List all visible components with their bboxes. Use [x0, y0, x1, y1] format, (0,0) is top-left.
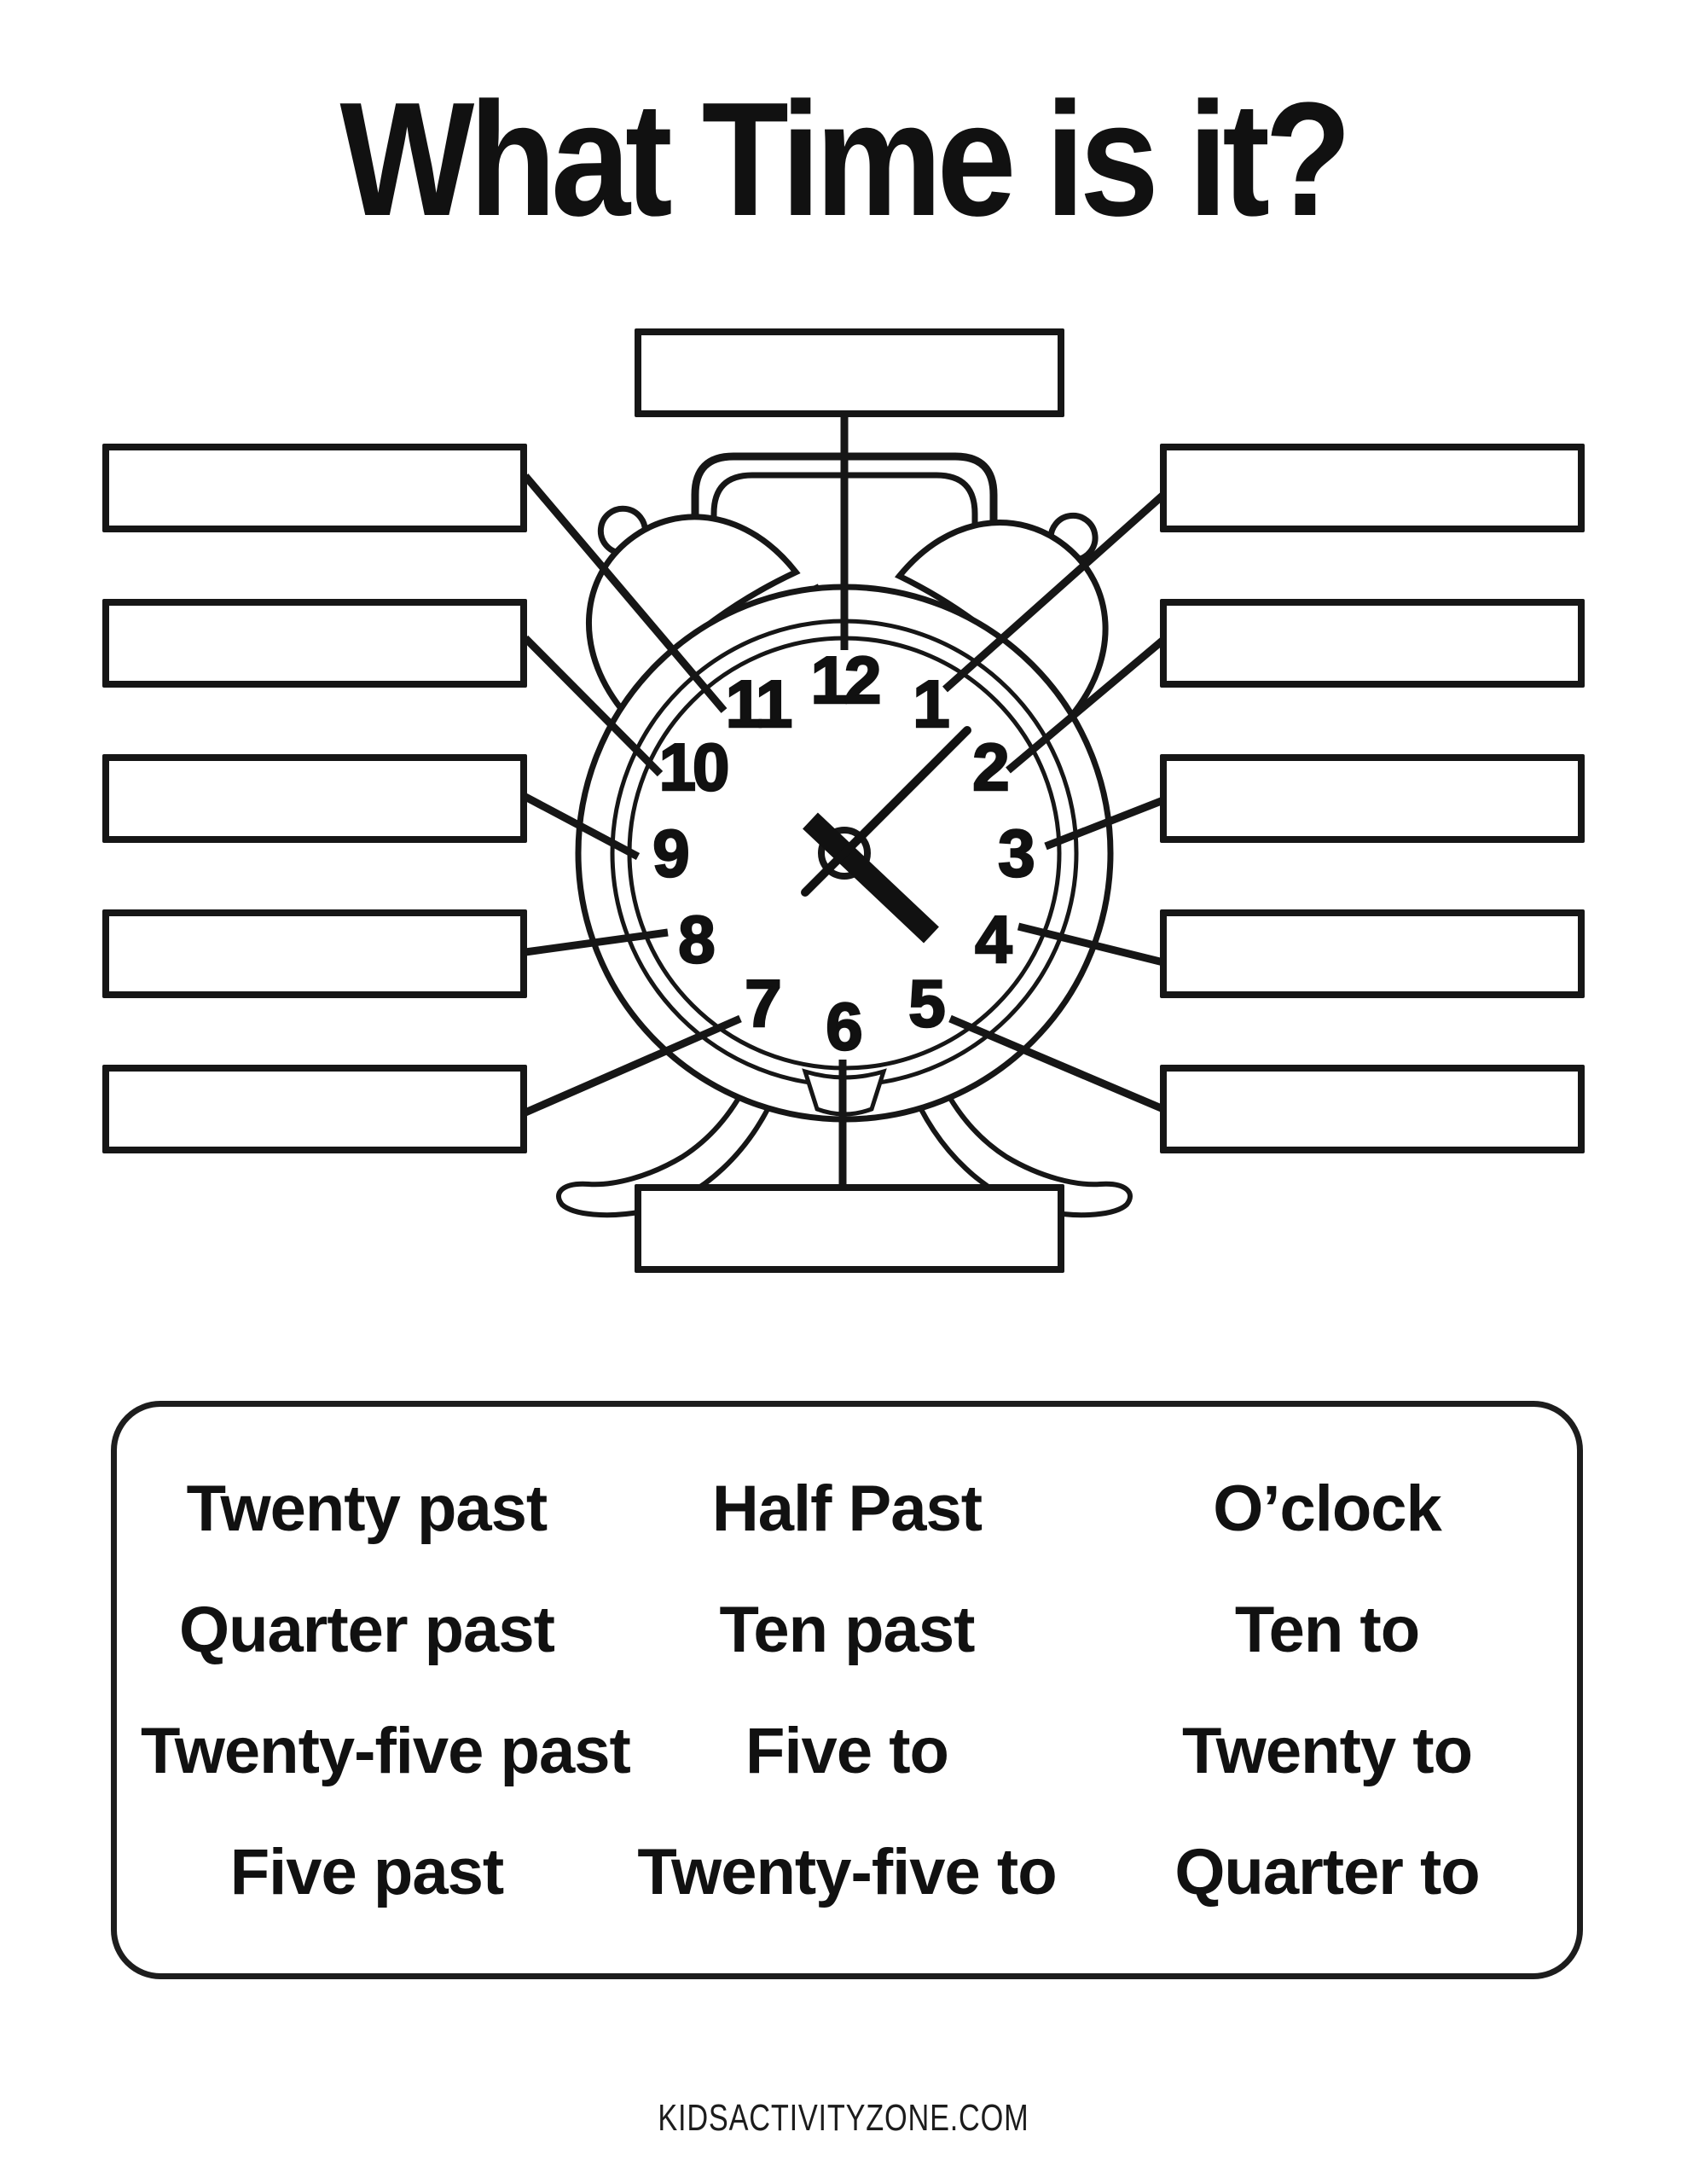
footer-credit: [0, 2097, 1687, 2140]
dial-number-8: 8: [678, 902, 712, 977]
dial-number-1: 1: [913, 666, 947, 741]
footer-website-text: KIDSACTIVITYZONE.COM: [658, 2097, 1029, 2139]
dial-number-2: 2: [972, 729, 1006, 804]
dial-number-11: 11: [725, 666, 790, 741]
word-bank: [111, 1401, 1583, 1979]
dial-number-9: 9: [652, 816, 687, 891]
dial-number-4: 4: [975, 902, 1009, 977]
answer-box-bottom-6[interactable]: [635, 1184, 1064, 1273]
word-bank-item: Quarter to: [1174, 1835, 1480, 1908]
answer-box-right-2[interactable]: [1160, 599, 1585, 688]
word-bank-item: Ten past: [719, 1593, 975, 1666]
word-bank-item: Twenty past: [186, 1472, 548, 1545]
answer-box-right-1[interactable]: [1160, 444, 1585, 532]
word-bank-item: Ten to: [1234, 1593, 1420, 1666]
dial-number-6: 6: [826, 989, 860, 1064]
dial-number-7: 7: [745, 966, 779, 1041]
word-bank-item: Five to: [745, 1714, 948, 1787]
answer-box-left-7[interactable]: [102, 1065, 527, 1153]
answer-box-top-12[interactable]: [635, 328, 1064, 417]
word-bank-item: Twenty to: [1182, 1714, 1473, 1787]
word-bank-item: Twenty-five to: [637, 1835, 1057, 1908]
dial-number-10: 10: [658, 729, 727, 804]
answer-box-left-8[interactable]: [102, 909, 527, 998]
word-bank-item: Twenty-five past: [141, 1714, 630, 1787]
answer-box-right-5[interactable]: [1160, 1065, 1585, 1153]
answer-box-right-3[interactable]: [1160, 754, 1585, 843]
answer-box-right-4[interactable]: [1160, 909, 1585, 998]
word-bank-item: Five past: [229, 1835, 504, 1908]
answer-box-left-10[interactable]: [102, 599, 527, 688]
dial-number-5: 5: [908, 966, 942, 1041]
dial-number-12: 12: [810, 642, 878, 717]
word-bank-item: Quarter past: [178, 1593, 554, 1666]
word-bank-item: O’clock: [1213, 1472, 1441, 1545]
answer-box-left-11[interactable]: [102, 444, 527, 532]
answer-box-left-9[interactable]: [102, 754, 527, 843]
dial-number-3: 3: [998, 816, 1032, 891]
page-title-text: What Time is it?: [339, 69, 1348, 250]
word-bank-item: Half Past: [711, 1472, 983, 1545]
